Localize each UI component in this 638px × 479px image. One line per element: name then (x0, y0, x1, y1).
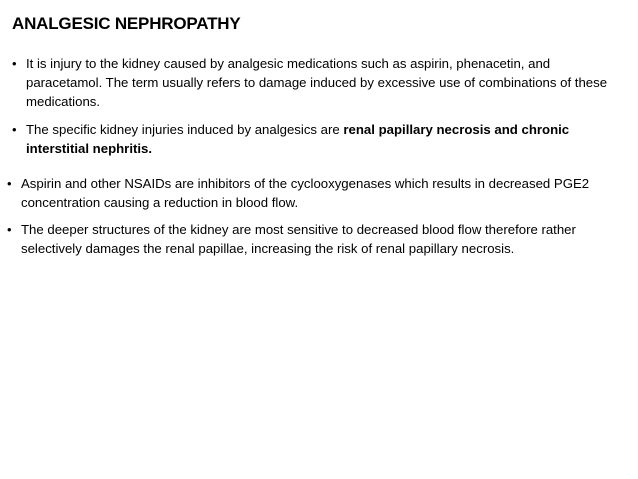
bullet-text-bold: renal papillary necrosis and chronic interstitial nephritis. (26, 122, 570, 156)
bullet-list-3 (7, 174, 627, 212)
bullet-list-1 (12, 54, 612, 111)
bullet-item (12, 120, 630, 158)
bullet-dot-icon: • (12, 122, 17, 137)
bullet-text: The deeper structures of the kidney are most sensitive to decreased blood flow therefore rather selectively damages the renal papillae, increasing the risk of renal papillary necrosis. (21, 222, 576, 256)
bullet-text: It is injury to the kidney caused by analgesic medications such as aspirin, phenacetin, and paracetamol. The term usually refers to damage induced by excessive use of combinations of these medications. (26, 56, 608, 109)
slide-title: ANALGESIC NEPHROPATHY (12, 14, 241, 33)
bullet-item (7, 174, 627, 212)
bullet-dot-icon: • (7, 176, 12, 191)
bullet-dot-icon: • (12, 56, 17, 71)
bullet-text (12, 120, 630, 158)
bullet-list-4 (7, 220, 637, 258)
bullet-text-regular: The specific kidney injuries induced by analgesics are (26, 122, 344, 137)
bullet-text: Aspirin and other NSAIDs are inhibitors of the cyclooxygenases which results in decreased PGE2 concentration causing a reduction in blood flow. (21, 176, 590, 210)
bullet-item (7, 220, 637, 258)
bullet-dot-icon: • (7, 222, 12, 237)
bullet-list-2 (12, 120, 630, 158)
bullet-item (12, 54, 612, 111)
